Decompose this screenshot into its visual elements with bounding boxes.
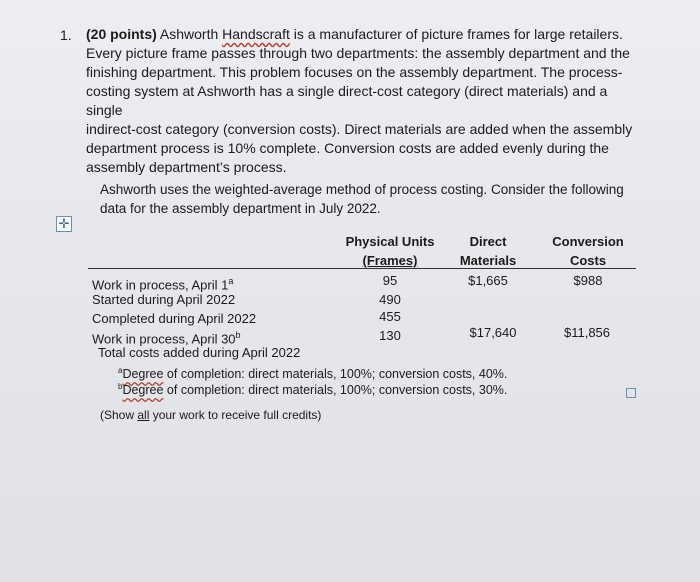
method-paragraph: Ashworth uses the weighted-average method of process costing. Consider the following data for the assembly department in July 2022. (100, 182, 624, 216)
table-cell-cc: $988 (573, 273, 603, 288)
question-text: (20 points) Ashworth Handscraft is a manufacturer of picture frames for large retailers. Every picture frame passes through two departments: the assembly department and the finishing department. This problem focuses on the assembly department. The process- costing system at Ashworth has a single direct-cost category (direct materials) and a single indirect-cost category (conversion costs). Direct materials are added when the assembly department process is 10% complete. Conversion costs are added evenly during the assembly department’s process. (86, 26, 633, 175)
table-row-label: Completed during April 2022 (92, 311, 257, 326)
table-row-label: Work in process, April 1$^a$ (92, 276, 234, 293)
table-cell-cc: $11,856 (563, 325, 611, 340)
header-direct-materials: Direct Materials (459, 234, 517, 268)
instruction-text: (Show all your work to receive full credits) (100, 408, 322, 422)
header-physical-units: Physical Units (Frames) (345, 234, 435, 268)
table-cell-dm: $1,665 (468, 273, 508, 288)
move-handle-icon[interactable]: ✛ (56, 216, 72, 232)
footnote-a: $^a$Degree of completion: direct materials, 100%; conversion costs, 40%. (118, 366, 508, 382)
question-number: 1. (60, 27, 72, 43)
table-cell-units: 490 (379, 292, 401, 307)
footnote-b: $^b$Degree of completion: direct materials, 100%; conversion costs, 30%. (118, 382, 508, 398)
table-row-label: Work in process, April 30$^b$ (92, 330, 241, 347)
resize-handle-icon[interactable] (626, 388, 636, 398)
table-cell-units: 95 (382, 273, 398, 288)
question-points: (20 points) (86, 26, 157, 42)
misspelled-word: Handscraft (222, 26, 290, 42)
table-rule (88, 268, 636, 269)
header-conversion-costs: Conversion Costs (552, 234, 624, 268)
table-cell-units: 130 (379, 328, 401, 343)
table-row-label: Started during April 2022 (92, 292, 236, 307)
table-row-label: Total costs added during April 2022 (98, 345, 301, 360)
table-cell-dm: $17,640 (469, 325, 517, 340)
table-cell-units: 455 (379, 309, 401, 324)
